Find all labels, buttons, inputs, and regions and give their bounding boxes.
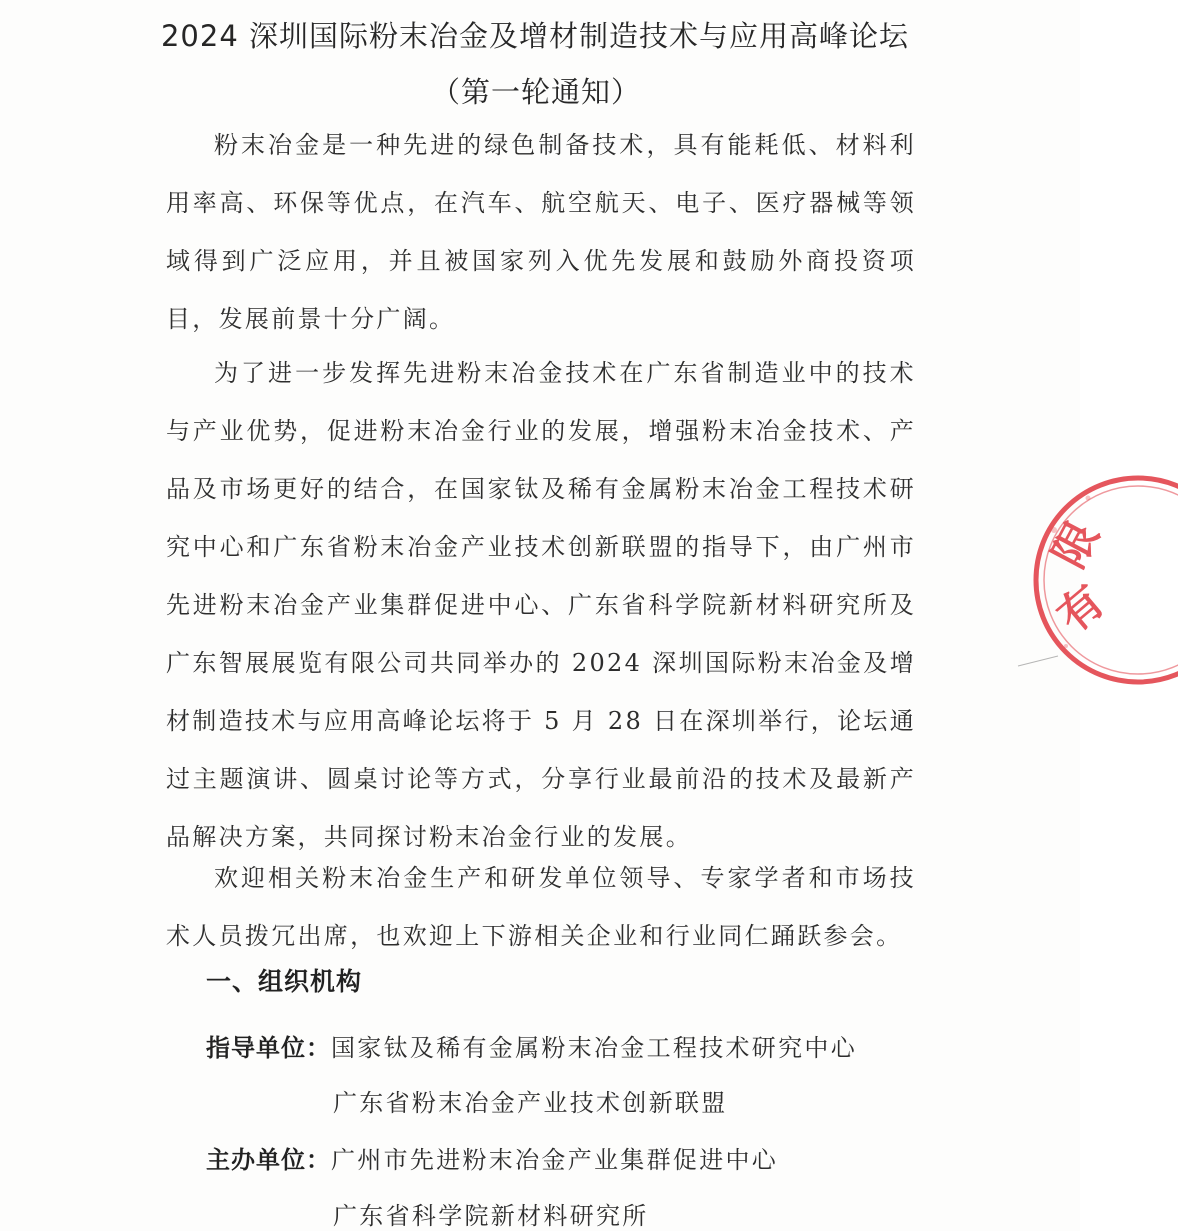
document-subtitle: （第一轮通知） [430,75,641,109]
section-heading-organization: 一、组织机构 [206,967,363,996]
host-unit-name: 广东省科学院新材料研究所 [333,1202,649,1230]
host-unit-name: 广州市先进粉末冶金产业集群促进中心 [331,1146,779,1174]
guiding-unit-name: 广东省粉末冶金产业技术创新联盟 [333,1089,728,1117]
paragraph-invitation: 欢迎相关粉末冶金生产和研发单位领导、专家学者和市场技术人员拨冗出席，也欢迎上下游相关企业和行业同仁踊跃参会。 [166,864,916,950]
seal-char: 有 [1048,575,1115,643]
guiding-unit-row [206,1028,857,1063]
seal-char: 限 [1043,513,1110,577]
paragraph-forum-details: 为了进一步发挥先进粉末冶金技术在广东省制造业中的技术与产业优势，促进粉末冶金行业的发展，增强粉末冶金技术、产品及市场更好的结合，在国家钛及稀有金属粉末冶金工程技术研究中心和广东省粉末冶金产业技术创新联盟的指导下，由广州市先进粉末冶金产业集群促进中心、广东省科学院新材料研究所及广东智展展览有限公司共同举办的 2024 深圳国际粉末冶金及增材制造技术与应用高峰论坛将于 5 月 28 日在深圳举行，论坛通过主题演讲、圆桌讨论等方式，分享行业最前沿的技术及最新产品解决方案，共同探讨粉末冶金行业的发展。 [166,359,917,851]
guiding-unit-label: 指导单位： [206,1034,331,1062]
guiding-unit-name: 国家钛及稀有金属粉末冶金工程技术研究中心 [331,1034,857,1062]
document-title: 2024 深圳国际粉末冶金及增材制造技术与应用高峰论坛 [160,19,910,53]
host-unit-row [206,1140,778,1175]
company-seal-stamp [1018,470,1178,690]
guiding-unit-row [333,1083,728,1118]
paragraph-intro: 粉末冶金是一种先进的绿色制备技术，具有能耗低、材料利用率高、环保等优点，在汽车、航空航天、电子、医疗器械等领域得到广泛应用，并且被国家列入优先发展和鼓励外商投资项目，发展前景十分广阔。 [166,131,916,333]
host-unit-row [333,1196,649,1231]
host-unit-label: 主办单位： [206,1146,331,1174]
